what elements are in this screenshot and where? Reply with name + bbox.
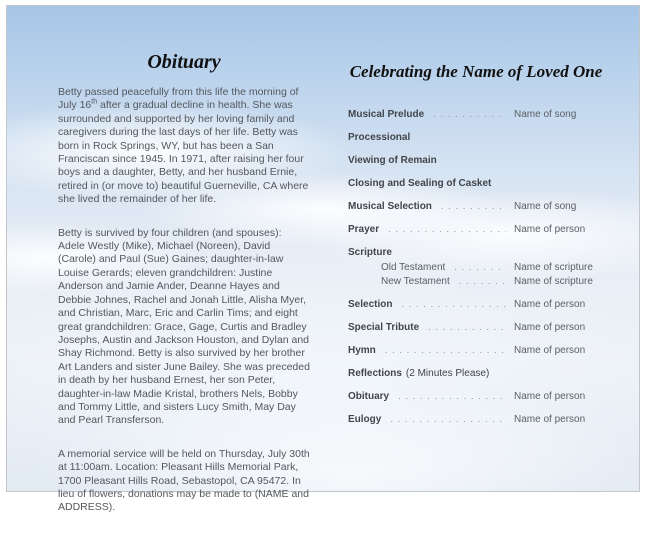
service-item-label: Hymn <box>348 345 376 356</box>
service-item-label: Viewing of Remain <box>348 155 437 166</box>
obituary-heading: Obituary <box>147 51 221 73</box>
obituary-page <box>58 50 310 535</box>
order-of-service-page <box>348 62 604 436</box>
obituary-paragraph-1-rest: after a gradual decline in health. She was surrounded and supported by her loving family and caregivers during the last days of her life. Betty was born in Rock Springs, WY, but has been a San Franciscan since 1945. In 1971, after raising her four boys and a daughter, Betty, and her husband Ernie, retired in (or move to) beautiful Guerneville, CA where she lived the remainder of her life. <box>58 99 309 206</box>
service-item-value: Name of song <box>514 109 577 120</box>
service-item-reflections <box>348 367 604 380</box>
dotted-leader <box>398 390 506 403</box>
service-item-obituary <box>348 390 604 403</box>
obituary-paragraph-2: Betty is survived by four children (and spouses): Adele Westly (Mike), Michael (Noreen), David (Carole) and Paul (Sue) Gaines; daughter-in-law Louise Gerards; eleven grandchildren: Justine Anderson and Jamie Ander, Deanne Hayes and Debbie Johnes, Rachel and Jonah Little, Alisha Myer, and Christian, Marc, Eric and Carlin Tims; and eight great grandchildren: Grace, Gage, Curtis and Bradley Josephs, Austin and Jackson Houston, and Dylan and Shay Richmond. Betty is also survived by her brother Art Landers and sister June Bailey. She was preceded in death by her husband Ernest, her son Peter, daughter-in-law Madie Kristal, brothers Nels, Bobby and Tommy Little, and sisters Lucy Smith, May Day and Pearl Transferson. <box>58 226 310 427</box>
service-item-label: Eulogy <box>348 414 382 425</box>
service-item-value: Name of song <box>514 201 577 212</box>
dotted-leader <box>390 413 506 426</box>
service-item-closing-and-sealing-of-casket <box>348 177 604 190</box>
dotted-leader <box>428 321 506 334</box>
dotted-leader <box>441 200 506 213</box>
service-item-hymn <box>348 344 604 357</box>
service-item-processional <box>348 131 604 144</box>
service-item-label: Obituary <box>348 391 390 402</box>
program-sheet <box>6 5 640 514</box>
service-item-old-testament <box>348 261 604 274</box>
dotted-leader <box>459 275 506 288</box>
service-item-value: Name of scripture <box>514 276 593 287</box>
dotted-leader <box>454 261 506 274</box>
service-item-label: Closing and Sealing of Casket <box>348 178 492 189</box>
ordinal-superscript: th <box>91 98 98 106</box>
service-item-value: Name of person <box>514 345 586 356</box>
service-item-scripture <box>348 246 604 259</box>
dotted-leader <box>385 344 506 357</box>
service-item-label: Prayer <box>348 224 380 235</box>
service-item-eulogy <box>348 413 604 426</box>
service-title: Celebrating the Name of Loved One <box>349 62 603 81</box>
dotted-leader <box>401 298 506 311</box>
service-item-label: Processional <box>348 132 411 143</box>
service-item-value: Name of person <box>514 391 586 402</box>
service-item-prayer <box>348 223 604 236</box>
service-item-note: (2 Minutes Please) <box>405 368 490 379</box>
service-item-label: Old Testament <box>381 262 446 273</box>
service-item-label: Selection <box>348 299 393 310</box>
service-item-new-testament <box>348 275 604 288</box>
service-item-label: Musical Selection <box>348 201 432 212</box>
service-item-label: Scripture <box>348 247 392 258</box>
service-item-value: Name of scripture <box>514 262 593 273</box>
service-item-viewing-of-remain <box>348 154 604 167</box>
service-item-special-tribute <box>348 321 604 334</box>
obituary-paragraph-1-text: Betty passed peacefully from this life the morning of July 16 <box>58 86 299 112</box>
service-item-value: Name of person <box>514 224 586 235</box>
service-item-selection <box>348 298 604 311</box>
service-item-value: Name of person <box>514 414 586 425</box>
obituary-paragraph-1 <box>58 86 310 207</box>
service-list <box>348 108 604 426</box>
service-item-label: New Testament <box>381 276 450 287</box>
service-item-value: Name of person <box>514 322 586 333</box>
service-item-label: Reflections <box>348 368 402 379</box>
dotted-leader <box>433 108 506 121</box>
dotted-leader <box>388 223 506 236</box>
service-item-value: Name of person <box>514 299 586 310</box>
service-item-musical-selection <box>348 200 604 213</box>
service-item-label: Musical Prelude <box>348 109 425 120</box>
service-item-label: Special Tribute <box>348 322 420 333</box>
service-item-musical-prelude <box>348 108 604 121</box>
obituary-paragraph-3: A memorial service will be held on Thursday, July 30th at 11:00am. Location: Pleasant Hills Memorial Park, 1700 Pleasant Hills Road, Sebastopol, CA 95472. In lieu of flowers, donations may be made to (NAME and ADDRESS). <box>58 447 310 514</box>
